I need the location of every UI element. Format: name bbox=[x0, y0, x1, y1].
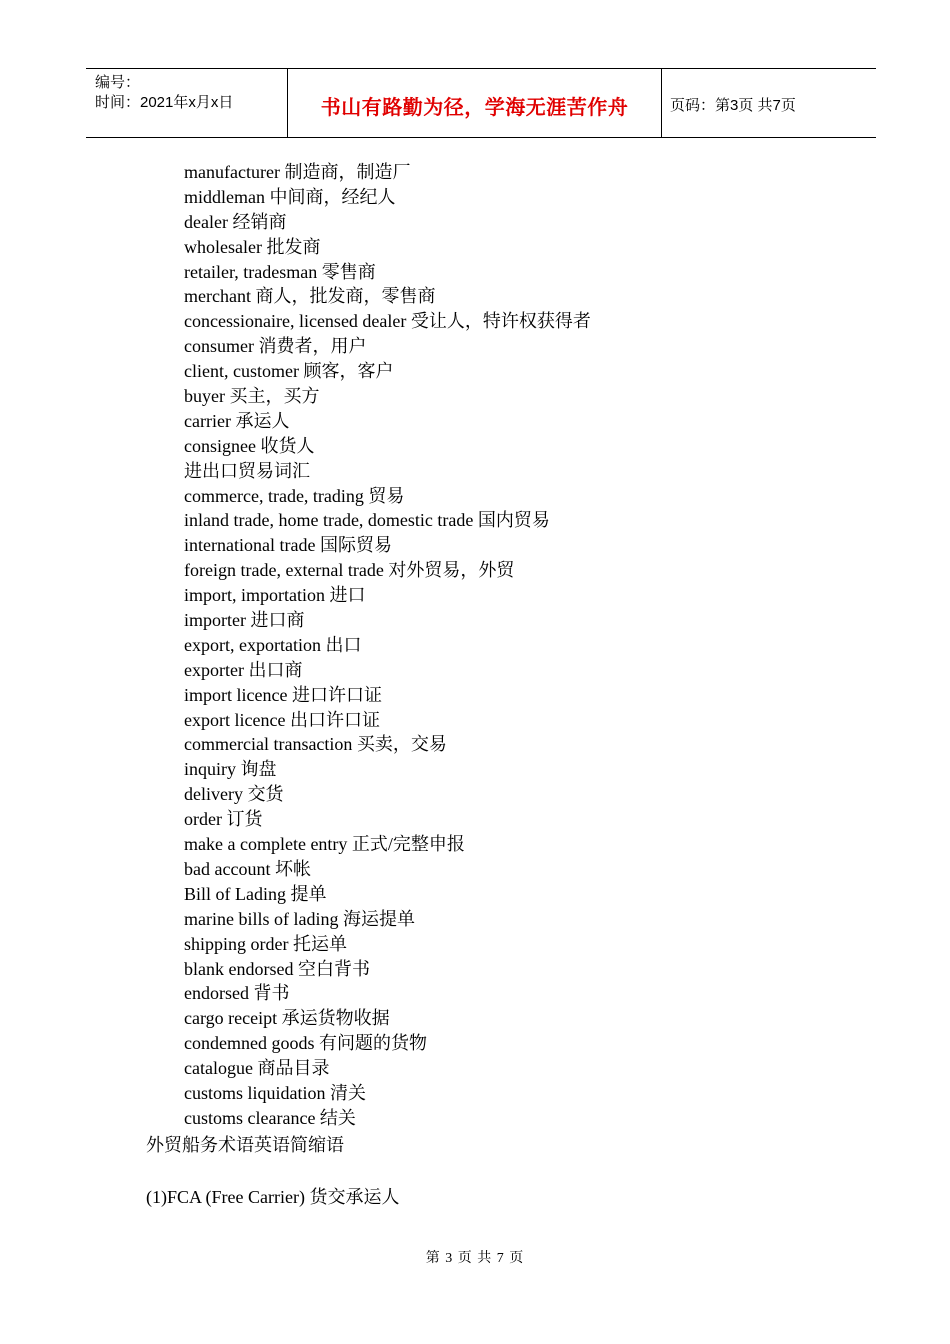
vocabulary-entry: export, exportation 出口 bbox=[184, 634, 362, 655]
header-page-cell bbox=[661, 69, 876, 137]
vocabulary-entry: commerce, trade, trading 贸易 bbox=[184, 485, 405, 506]
page-info: 页码：第3页 共7页 bbox=[670, 97, 796, 114]
vocabulary-entry: customs clearance 结关 bbox=[184, 1107, 356, 1128]
vocabulary-entry: commercial transaction 买卖，交易 bbox=[184, 734, 447, 755]
date-label: 时间：2021年x月x日 bbox=[95, 94, 234, 111]
vocabulary-list bbox=[184, 160, 591, 1131]
motto: 书山有路勤为径，学海无涯苦作舟 bbox=[320, 95, 629, 119]
page-header bbox=[86, 68, 876, 138]
vocabulary-entry: shipping order 托运单 bbox=[184, 933, 347, 954]
vocabulary-entry: middleman 中间商，经纪人 bbox=[184, 186, 396, 207]
vocabulary-entry: consignee 收货人 bbox=[184, 435, 315, 456]
vocabulary-entry: importer 进口商 bbox=[184, 610, 305, 631]
vocabulary-entry: Bill of Lading 提单 bbox=[184, 883, 327, 904]
vocabulary-entry: merchant 商人，批发商，零售商 bbox=[184, 286, 436, 307]
vocabulary-entry: inland trade, home trade, domestic trade 国内贸易 bbox=[184, 510, 550, 531]
header-info bbox=[86, 69, 286, 137]
vocabulary-entry: consumer 消费者，用户 bbox=[184, 336, 367, 357]
vocabulary-entry: delivery 交货 bbox=[184, 784, 284, 805]
vocabulary-entry: concessionaire, licensed dealer 受让人，特许权获得者 bbox=[184, 311, 591, 332]
vocabulary-entry: international trade 国际贸易 bbox=[184, 535, 392, 556]
vocabulary-entry: endorsed 背书 bbox=[184, 983, 290, 1004]
vocabulary-entry: dealer 经销商 bbox=[184, 211, 287, 232]
header-motto-cell bbox=[287, 69, 662, 137]
vocabulary-entry: import licence 进口许口证 bbox=[184, 684, 382, 705]
vocabulary-entry: buyer 买主，买方 bbox=[184, 386, 320, 407]
vocabulary-entry: marine bills of lading 海运提单 bbox=[184, 908, 415, 929]
vocabulary-entry: foreign trade, external trade 对外贸易，外贸 bbox=[184, 560, 515, 581]
vocabulary-entry: exporter 出口商 bbox=[184, 659, 303, 680]
vocabulary-entry: condemned goods 有问题的货物 bbox=[184, 1033, 427, 1054]
vocabulary-entry: inquiry 询盘 bbox=[184, 759, 277, 780]
serial-label: 编号： bbox=[95, 74, 141, 91]
vocabulary-entry: client, customer 顾客，客户 bbox=[184, 361, 394, 382]
fca-term: (1)FCA (Free Carrier) 货交承运人 bbox=[146, 1187, 400, 1207]
vocabulary-entry: retailer, tradesman 零售商 bbox=[184, 261, 376, 282]
section-title: 外贸船务术语英语简缩语 bbox=[146, 1135, 344, 1155]
vocabulary-entry: manufacturer 制造商，制造厂 bbox=[184, 162, 411, 182]
vocabulary-entry: order 订货 bbox=[184, 809, 263, 830]
vocabulary-entry: bad account 坏帐 bbox=[184, 858, 311, 879]
vocabulary-entry: catalogue 商品目录 bbox=[184, 1058, 330, 1079]
vocabulary-entry: blank endorsed 空白背书 bbox=[184, 958, 370, 979]
vocabulary-entry: wholesaler 批发商 bbox=[184, 236, 321, 257]
vocabulary-entry: export licence 出口许口证 bbox=[184, 709, 380, 730]
vocabulary-entry: cargo receipt 承运货物收据 bbox=[184, 1008, 390, 1029]
vocabulary-entry: import, importation 进口 bbox=[184, 585, 366, 606]
vocabulary-entry: customs liquidation 清关 bbox=[184, 1082, 366, 1103]
vocabulary-entry: carrier 承运人 bbox=[184, 410, 290, 431]
vocabulary-entry: make a complete entry 正式/完整申报 bbox=[184, 834, 465, 855]
vocabulary-entry: 进出口贸易词汇 bbox=[184, 460, 310, 481]
page-footer: 第 3 页 共 7 页 bbox=[425, 1251, 525, 1266]
